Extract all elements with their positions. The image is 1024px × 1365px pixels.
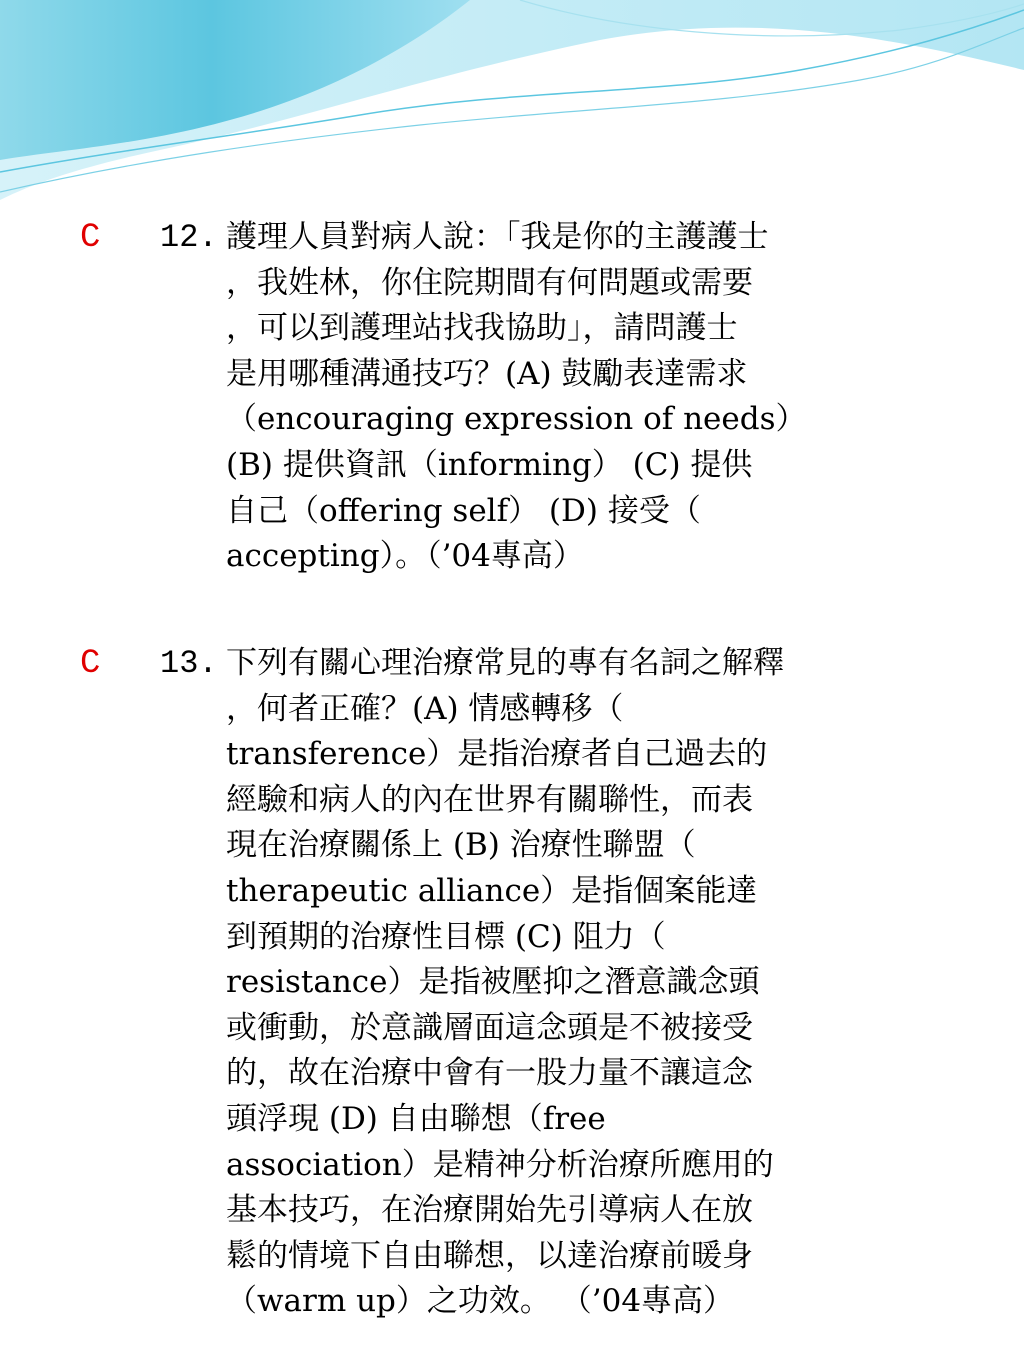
question-block-12 (0, 215, 1024, 585)
question-text: 下列有關心理治療常見的專有名詞之解釋 ，何者正確？(A) 情感轉移（ transference）是指治療者自己過去的 經驗和病人的內在世界有關聯性，而表 現在治療關係上 (B) 治療性聯盟（ therapeutic alliance）是指個案能達 到預期的治療性目標 (C) 阻力（ resistance）是指被壓抑之潛意識念頭 或衝動，於意識層面這念頭是不被接受 的，故在治療中會有一股力量不讓這念 頭浮現 (D) 自由聯想（free association）是精神分析治療所應用的 基本技巧，在治療開始先引導病人在放 鬆的情境下自由聯想，以達治療前暖身 （warm up）之功效。 （’04專高） (226, 645, 784, 1320)
question-number: 12. (160, 219, 218, 256)
header-wave-decoration (0, 0, 1024, 230)
question-number: 13. (160, 645, 218, 682)
question-text: 護理人員對病人說：「我是你的主護護士 ，我姓林，你住院期間有何問題或需要 ，可以到護理站找我協助」，請問護士 是用哪種溝通技巧？(A) 鼓勵表達需求 （encouraging expression of needs） (B) 提供資訊（informing） (C) 提供 自己（offering self） (D) 接受（ accepting）。（’04專高） (226, 219, 807, 575)
answer-key: C (80, 219, 101, 257)
answer-key: C (80, 645, 101, 683)
question-block-13 (0, 641, 1024, 1341)
